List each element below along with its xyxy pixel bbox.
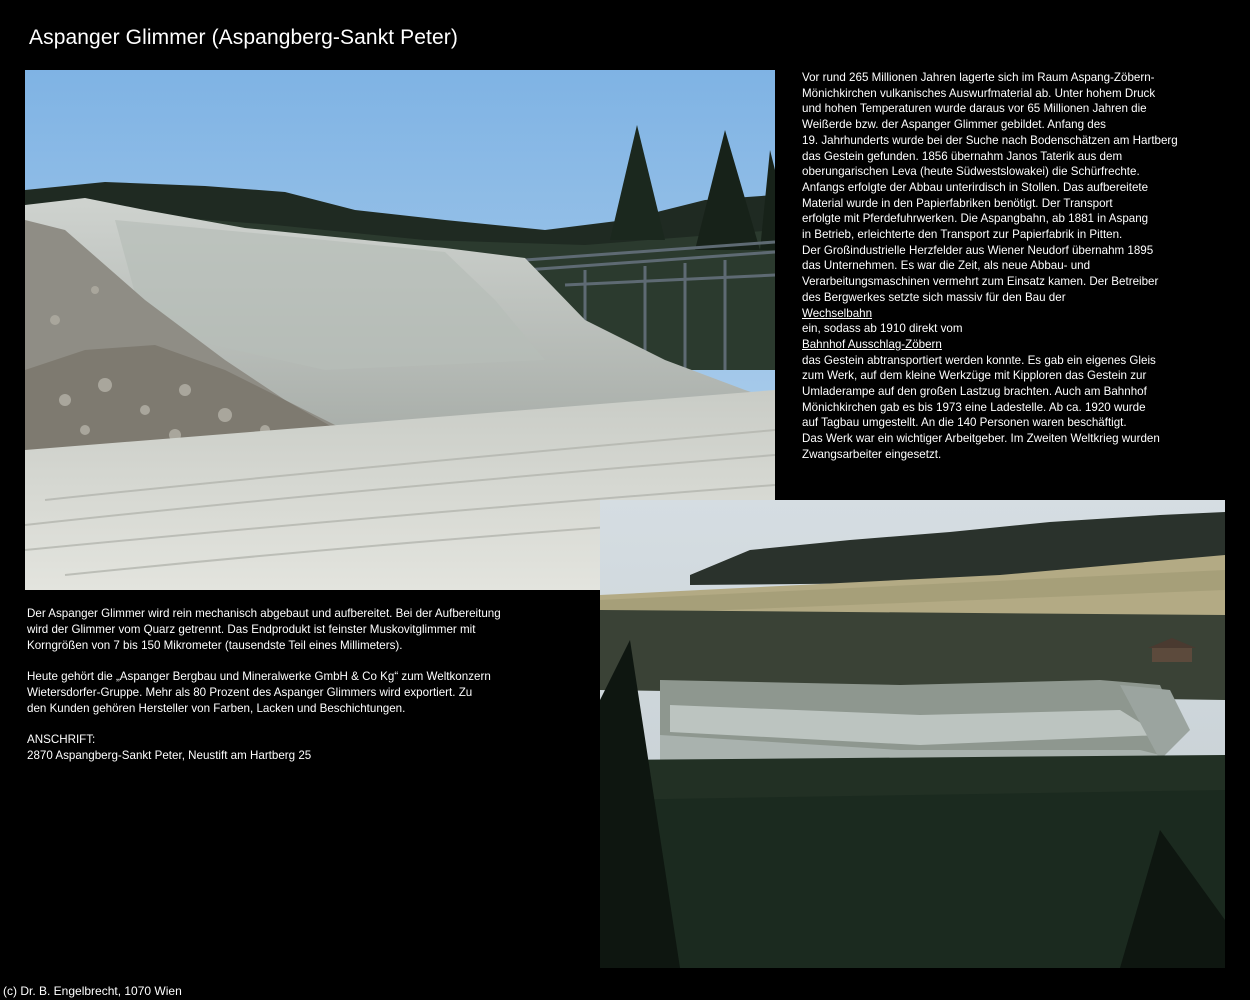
bahnhof-ausschlag-zoebern-link[interactable]: Bahnhof Ausschlag-Zöbern	[802, 337, 942, 351]
ownership-line: den Kunden gehören Hersteller von Farben, Lacken und Beschichtungen.	[27, 702, 406, 715]
history-line: Das Werk war ein wichtiger Arbeitgeber. Im Zweiten Weltkrieg wurden	[802, 432, 1160, 446]
copyright-footer: (c) Dr. B. Engelbrecht, 1070 Wien	[3, 984, 182, 998]
process-text	[27, 606, 567, 764]
history-line: zum Werk, auf dem kleine Werkzüge mit Kipploren das Gestein zur	[802, 369, 1147, 383]
history-line: Umladerampe auf den großen Lastzug brachten. Auch am Bahnhof	[802, 385, 1147, 399]
history-paragraph-part2	[802, 353, 1202, 463]
ownership-paragraph	[27, 669, 567, 717]
history-line: Zwangsarbeiter eingesetzt.	[802, 447, 942, 461]
history-line: Mönichkirchen gab es bis 1973 eine Ladestelle. Ab ca. 1920 wurde	[802, 400, 1146, 414]
address-label: ANSCHRIFT:	[27, 733, 96, 746]
ownership-line: Wietersdorfer-Gruppe. Mehr als 80 Prozent des Aspanger Glimmers wird exportiert. Zu	[27, 686, 473, 699]
history-line: Mönichkirchen vulkanisches Auswurfmaterial ab. Unter hohem Druck	[802, 86, 1156, 100]
address-text: 2870 Aspangberg-Sankt Peter, Neustift am Hartberg 25	[27, 749, 312, 762]
history-line: erfolgte mit Pferdefuhrwerken. Die Aspangbahn, ab 1881 in Aspang	[802, 212, 1149, 226]
history-line: in Betrieb, erleichterte den Transport zur Papierfabrik in Pitten.	[802, 228, 1123, 242]
history-line: Material wurde in den Papierfabriken benötigt. Der Transport	[802, 196, 1113, 210]
process-line: Der Aspanger Glimmer wird rein mechanisch abgebaut und aufbereitet. Bei der Aufbereitung	[27, 607, 501, 620]
page-title: Aspanger Glimmer (Aspangberg-Sankt Peter)	[29, 26, 458, 49]
history-line: auf Tagbau umgestellt. An die 140 Personen waren beschäftigt.	[802, 416, 1127, 430]
landscape-photo	[600, 500, 1225, 968]
history-line: das Gestein abtransportiert werden konnte. Es gab ein eigenes Gleis	[802, 353, 1156, 367]
process-paragraph	[27, 606, 567, 654]
history-text	[802, 70, 1202, 463]
history-line: das Gestein gefunden. 1856 übernahm Janos Taterik aus dem	[802, 149, 1123, 163]
history-line: Vor rund 265 Millionen Jahren lagerte sich im Raum Aspang-Zöbern-	[802, 71, 1155, 84]
process-line: Korngrößen von 7 bis 150 Mikrometer (tausendste Teil eines Millimeters).	[27, 639, 403, 652]
history-line: Verarbeitungsmaschinen vermehrt zum Einsatz kamen. Der Betreiber	[802, 275, 1159, 289]
history-line: das Unternehmen. Es war die Zeit, als neue Abbau- und	[802, 259, 1091, 273]
history-line: und hohen Temperaturen wurde daraus vor 65 Millionen Jahren die	[802, 102, 1147, 116]
process-line: wird der Glimmer vom Quarz getrennt. Das Endprodukt ist feinster Muskovitglimmer mit	[27, 623, 476, 636]
history-line: 19. Jahrhunderts wurde bei der Suche nach Bodenschätzen am Hartberg	[802, 133, 1178, 147]
history-line: Anfangs erfolgte der Abbau unterirdisch in Stollen. Das aufbereitete	[802, 180, 1149, 194]
history-paragraph-part1	[802, 70, 1202, 306]
history-line: Der Großindustrielle Herzfelder aus Wiener Neudorf übernahm 1895	[802, 243, 1154, 257]
history-line: Weißerde bzw. der Aspanger Glimmer gebildet. Anfang des	[802, 118, 1106, 132]
history-line: des Bergwerkes setzte sich massiv für den Bau der	[802, 290, 1066, 304]
history-line: oberungarischen Leva (heute Südwestslowakei) die Schürfrechte.	[802, 165, 1140, 179]
history-line-mid: ein, sodass ab 1910 direkt vom	[802, 322, 963, 336]
ownership-line: Heute gehört die „Aspanger Bergbau und Mineralwerke GmbH & Co Kg“ zum Weltkonzern	[27, 670, 491, 683]
wechselbahn-link[interactable]: Wechselbahn	[802, 306, 873, 320]
